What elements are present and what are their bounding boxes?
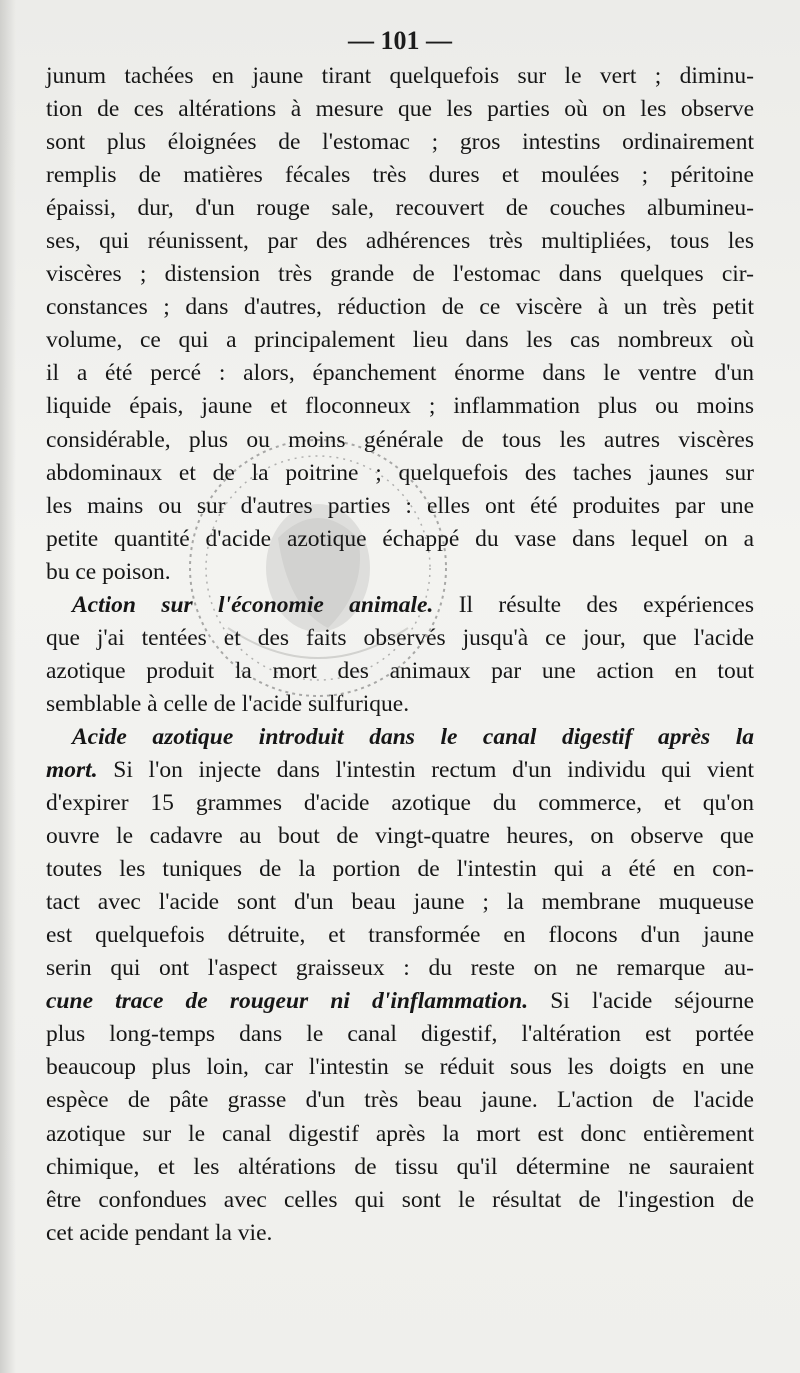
text-line: azotique sur le canal digestif après la mort est donc entièrement	[46, 1120, 754, 1147]
emphasis-line	[46, 985, 754, 1018]
paragraph-heading-line	[46, 754, 754, 787]
text-line: épaissi, dur, d'un rouge sale, recouvert de couches albumineu-	[46, 195, 754, 222]
text-line: considérable, plus ou moins générale de tous les autres viscères	[46, 426, 754, 453]
text-line: être confondues avec celles qui sont le résultat de l'ingestion de	[46, 1186, 754, 1213]
text-line: cet acide pendant la vie.	[46, 1219, 273, 1246]
text-line: viscères ; distension très grande de l'estomac dans quelques cir-	[46, 261, 754, 288]
text-line: espèce de pâte grasse d'un très beau jaune. L'action de l'acide	[46, 1087, 754, 1114]
page-edge-shadow	[0, 0, 16, 1373]
text-line: ses, qui réunissent, par des adhérences très multipliées, tous les	[46, 228, 754, 255]
text-line: que j'ai tentées et des faits observés jusqu'à ce jour, que l'acide	[46, 624, 754, 651]
text-line: constances ; dans d'autres, réduction de ce viscère à un très petit	[46, 294, 754, 321]
text-line: plus long-temps dans le canal digestif, l'altération est portée	[46, 1021, 754, 1048]
section-heading-mort: mort.	[46, 756, 98, 783]
text-line: sont plus éloignées de l'estomac ; gros intestins ordinairement	[46, 129, 754, 156]
text-segment: Il résulte des expériences	[458, 591, 754, 618]
text-segment: Si l'on injecte dans l'intestin rectum d'un individu qui vient	[113, 756, 755, 783]
text-line: les mains ou sur d'autres parties : elles ont été produites par une	[46, 492, 754, 519]
text-line: toutes les tuniques de la portion de l'intestin qui a été en con-	[46, 856, 754, 883]
section-heading-action: Action sur l'économie animale.	[72, 591, 434, 618]
page-body	[46, 60, 754, 1250]
text-line: volume, ce qui a principalement lieu dans les cas nombreux où	[46, 327, 754, 354]
text-line: azotique produit la mort des animaux par une action en tout	[46, 657, 754, 684]
paragraph-heading-line	[46, 589, 754, 622]
text-line: chimique, et les altérations de tissu qu'il détermine ne sauraient	[46, 1153, 754, 1180]
text-line: abdominaux et de la poitrine ; quelquefois des taches jaunes sur	[46, 459, 754, 486]
text-line: il a été percé : alors, épanchement énorme dans le ventre d'un	[46, 360, 754, 387]
text-line: bu ce poison.	[46, 558, 171, 585]
text-line: ouvre le cadavre au bout de vingt-quatre heures, on observe que	[46, 823, 754, 850]
page-number: — 101 —	[348, 26, 452, 55]
text-line: liquide épais, jaune et floconneux ; inflammation plus ou moins	[46, 393, 754, 420]
text-line: d'expirer 15 grammes d'acide azotique du commerce, et qu'on	[46, 790, 754, 817]
text-line: junum tachées en jaune tirant quelquefois sur le vert ; diminu-	[46, 63, 754, 89]
text-line: remplis de matières fécales très dures et moulées ; péritoine	[46, 162, 754, 189]
text-line: semblable à celle de l'acide sulfurique.	[46, 690, 410, 717]
text-line: tion de ces altérations à mesure que les parties où on les observe	[46, 96, 754, 123]
emphasis-phrase: cune trace de rougeur ni d'inflammation.	[46, 988, 529, 1015]
text-line: serin qui ont l'aspect graisseux : du reste on ne remarque au-	[46, 955, 754, 982]
text-segment: Si l'acide séjourne	[550, 988, 755, 1015]
text-line: est quelquefois détruite, et transformée en flocons d'un jaune	[46, 922, 754, 949]
section-heading-acide-azotique: Acide azotique introduit dans le canal digestif après la	[72, 723, 754, 750]
text-line: tact avec l'acide sont d'un beau jaune ; la membrane muqueuse	[46, 889, 754, 916]
text-line: petite quantité d'acide azotique échappé du vase dans lequel on a	[46, 525, 754, 552]
text-line: beaucoup plus loin, car l'intestin se réduit sous les doigts en une	[46, 1054, 754, 1081]
